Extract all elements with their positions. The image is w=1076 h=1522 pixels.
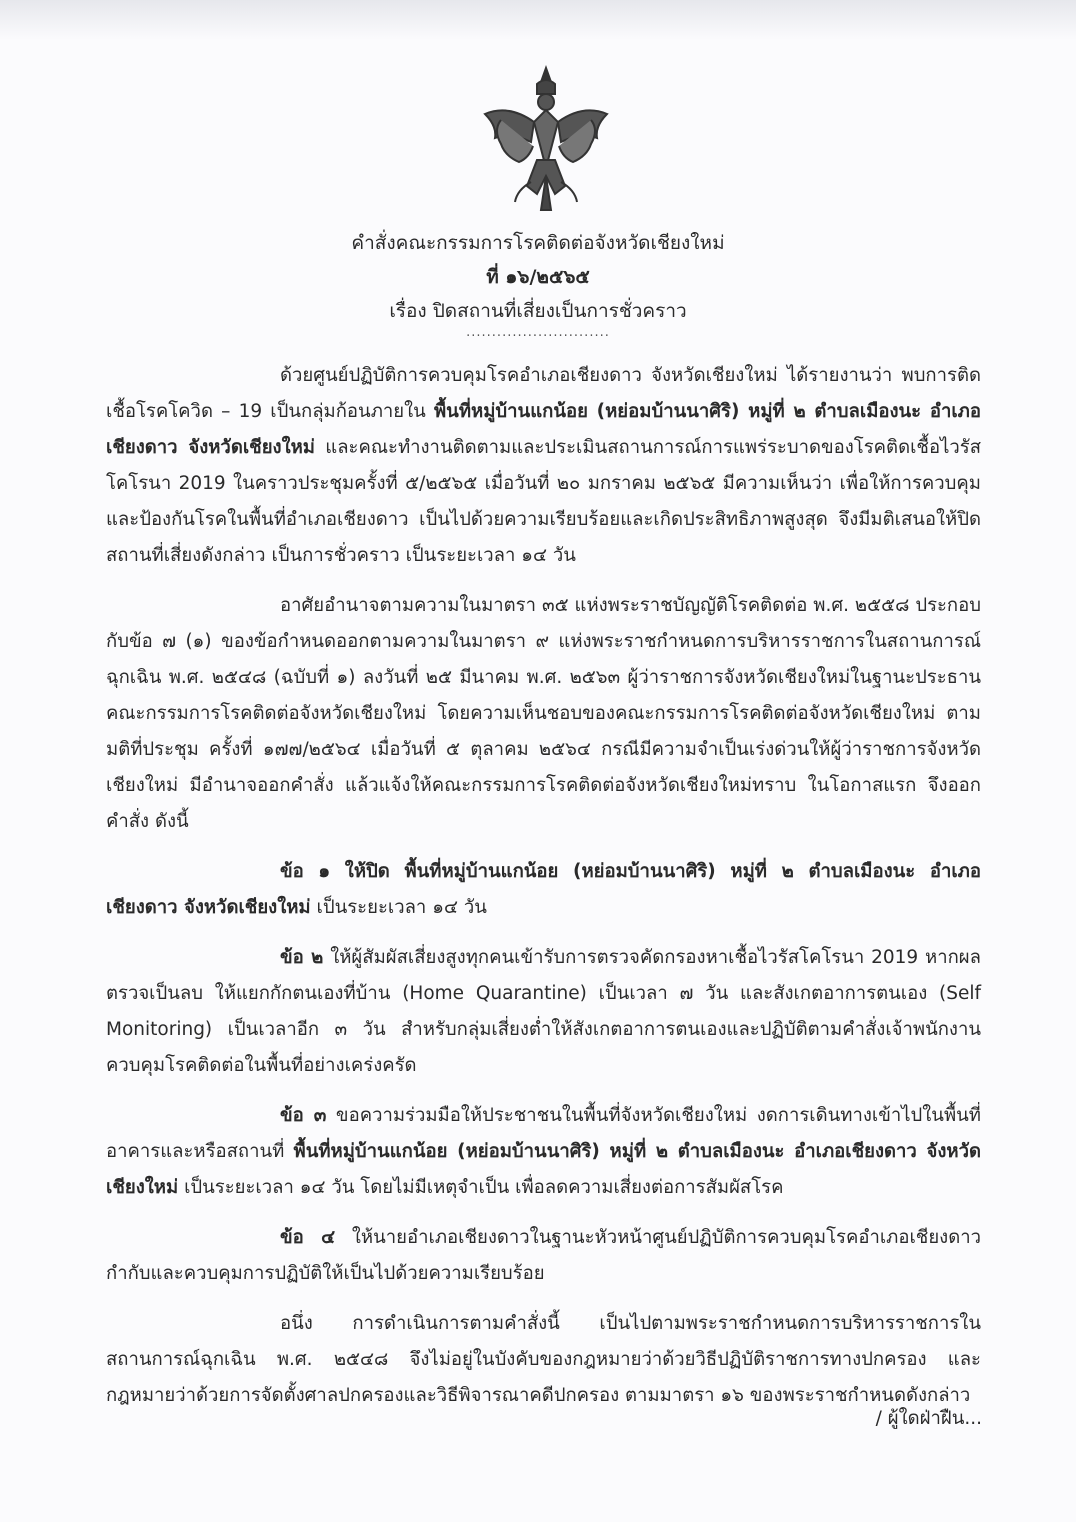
order-item-3: ข้อ ๓ ขอความร่วมมือให้ประชาชนในพื้นที่จังหวัดเชียงใหม่ งดการเดินทางเข้าไปในพื้นที่อาคารและหรือสถานที่ พื้นที่หมู่บ้านแกน้อย (หย่อมบ้านนาศิริ) หมู่ที่ ๒ ตำบลเมืองนะ อำเภอเชียงดาว จังหวัดเชียงใหม่ เป็นระยะเวลา ๑๔ วัน โดยไม่มีเหตุจำเป็น เพื่อลดความเสี่ยงต่อการสัมผัสโรค bbox=[106, 1105, 981, 1198]
order-item-1: ข้อ ๑ ให้ปิด พื้นที่หมู่บ้านแกน้อย (หย่อมบ้านนาศิริ) หมู่ที่ ๒ ตำบลเมืองนะ อำเภอเชียงดาว จังหวัดเชียงใหม่ เป็นระยะเวลา ๑๔ วัน bbox=[106, 861, 981, 918]
scan-shadow bbox=[0, 0, 1076, 40]
order-number: ที่ ๑๖/๒๕๖๕ bbox=[486, 266, 590, 288]
order-body bbox=[106, 358, 981, 1428]
garuda-emblem-icon bbox=[471, 64, 621, 214]
order-item-4: ข้อ ๔ ให้นายอำเภอเชียงดาวในฐานะหัวหน้าศูนย์ปฏิบัติการควบคุมโรคอำเภอเชียงดาว กำกับและควบคุมการปฏิบัติให้เป็นไปด้วยความเรียบร้อย bbox=[106, 1227, 982, 1284]
continued-next-page: / ผู้ใดฝ่าฝืน... bbox=[875, 1408, 982, 1429]
subject-separator: ............................ bbox=[466, 325, 610, 340]
order-item-2: ข้อ ๒ ให้ผู้สัมผัสเสี่ยงสูงทุกคนเข้ารับการตรวจคัดกรองหาเชื้อไวรัสโคโรนา 2019 หากผลตรวจเป็นลบ ให้แยกกักตนเองที่บ้าน (Home Quarantine) เป็นเวลา ๗ วัน และสังเกตอาการตนเอง (Self Monitoring) เป็นเวลาอีก ๓ วัน สำหรับกลุ่มเสี่ยงต่ำให้สังเกตอาการตนเองและปฏิบัติตามคำสั่งเจ้าพนักงานควบคุมโรคติดต่อในพื้นที่อย่างเคร่งครัด bbox=[106, 947, 981, 1076]
order-title: คำสั่งคณะกรรมการโรคติดต่อจังหวัดเชียงใหม่ bbox=[351, 232, 725, 254]
order-subject: เรื่อง ปิดสถานที่เสี่ยงเป็นการชั่วคราว bbox=[389, 300, 687, 322]
paragraph-authority: อาศัยอำนาจตามความในมาตรา ๓๕ แห่งพระราชบัญญัติโรคติดต่อ พ.ศ. ๒๕๕๘ ประกอบกับข้อ ๗ (๑) ของข้อกำหนดออกตามความในมาตรา ๙ แห่งพระราชกำหนดการบริหารราชการในสถานการณ์ฉุกเฉิน พ.ศ. ๒๕๔๘ (ฉบับที่ ๑) ลงวันที่ ๒๕ มีนาคม พ.ศ. ๒๕๖๓ ผู้ว่าราชการจังหวัดเชียงใหม่ในฐานะประธานคณะกรรมการโรคติดต่อจังหวัดเชียงใหม่ โดยความเห็นชอบของคณะกรรมการโรคติดต่อจังหวัดเชียงใหม่ ตามมติที่ประชุม ครั้งที่ ๑๗๗/๒๕๖๔ เมื่อวันที่ ๕ ตุลาคม ๒๕๖๔ กรณีมีความจำเป็นเร่งด่วนให้ผู้ว่าราชการจังหวัดเชียงใหม่ มีอำนาจออกคำสั่ง แล้วแจ้งให้คณะกรรมการโรคติดต่อจังหวัดเชียงใหม่ทราบ ในโอกาสแรก จึงออกคำสั่ง ดังนี้ bbox=[106, 595, 981, 832]
paragraph-legal-note: อนึ่ง การดำเนินการตามคำสั่งนี้ เป็นไปตามพระราชกำหนดการบริหารราชการในสถานการณ์ฉุกเฉิน พ.ศ. ๒๕๔๘ จึงไม่อยู่ในบังคับของกฎหมายว่าด้วยวิธีปฏิบัติราชการทางปกครอง และกฎหมายว่าด้วยการจัดตั้งศาลปกครองและวิธีพิจารณาคดีปกครอง ตามมาตรา ๑๖ ของพระราชกำหนดดังกล่าว bbox=[106, 1313, 981, 1406]
paragraph-background: ด้วยศูนย์ปฏิบัติการควบคุมโรคอำเภอเชียงดาว จังหวัดเชียงใหม่ ได้รายงานว่า พบการติดเชื้อโรคโควิด – 19 เป็นกลุ่มก้อนภายใน พื้นที่หมู่บ้านแกน้อย (หย่อมบ้านนาศิริ) หมู่ที่ ๒ ตำบลเมืองนะ อำเภอเชียงดาว จังหวัดเชียงใหม่ และคณะทำงานติดตามและประเมินสถานการณ์การแพร่ระบาดของโรคติดเชื้อไวรัสโคโรนา 2019 ในคราวประชุมครั้งที่ ๕/๒๕๖๕ เมื่อวันที่ ๒๐ มกราคม ๒๕๖๕ มีความเห็นว่า เพื่อให้การควบคุมและป้องกันโรคในพื้นที่อำเภอเชียงดาว เป็นไปด้วยความเรียบร้อยและเกิดประสิทธิภาพสูงสุด จึงมีมติเสนอให้ปิดสถานที่เสี่ยงดังกล่าว เป็นการชั่วคราว เป็นระยะเวลา ๑๔ วัน bbox=[106, 365, 981, 566]
